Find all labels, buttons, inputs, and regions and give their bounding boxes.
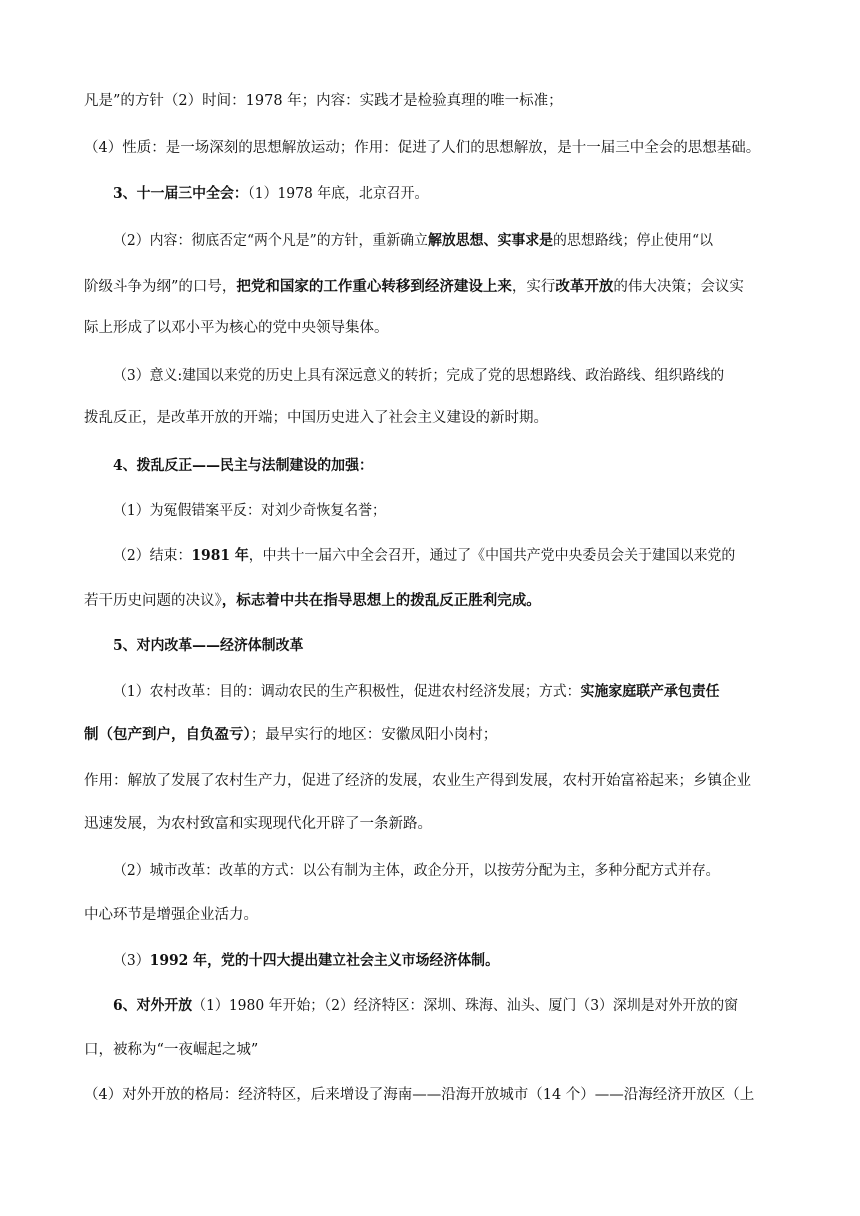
text-line: [113, 546, 784, 566]
text-line: [113, 501, 784, 521]
text-run: （1）1978 年底，北京召开。: [247, 186, 429, 202]
text-run: 阶级斗争为纲”的口号，: [84, 279, 237, 295]
text-run: 作用：解放了发展了农村生产力，促进了经济的发展，农业生产得到发展，农村开始富裕起来；乡镇企业: [84, 773, 751, 789]
text-line: [84, 138, 784, 158]
text-run: （2）内容：彻底否定“两个凡是”的方针，重新确立: [113, 233, 428, 249]
text-run: 拨乱反正，是改革开放的开端；中国历史进入了社会主义建设的新时期。: [84, 410, 548, 426]
text-line: [84, 277, 784, 297]
text-run: （4）对外开放的格局：经济特区，后来增设了海南——沿海开放城市（14 个）——沿海经济开放区（上: [84, 1087, 755, 1103]
bold-text-run: 1992 年，党的十四大提出建立社会主义市场经济体制。: [149, 952, 499, 969]
bold-text-run: 3、十一届三中全会：: [113, 185, 248, 202]
text-line: [113, 951, 784, 971]
bold-text-run: 把党和国家的工作重心转移到经济建设上来: [236, 278, 512, 295]
text-line: [84, 318, 784, 338]
text-run: （4）性质：是一场深刻的思想解放运动；作用：促进了人们的思想解放，是十一届三中全会的思想基础。: [84, 140, 761, 156]
text-run: ；最早实行的地区：安徽凤阳小岗村；: [250, 727, 498, 743]
text-line: [84, 725, 784, 745]
section-heading-6: [113, 996, 784, 1016]
text-run: 凡是”的方针（2）时间：1978 年；内容：实践才是检验真理的唯一标准；: [84, 93, 563, 109]
text-line: [113, 682, 784, 702]
bold-text-run: ，标志着中共在指导思想上的拨乱反正胜利完成。: [221, 592, 541, 609]
text-line: [113, 231, 784, 251]
text-run: （1）为冤假错案平反：对刘少奇恢复名誉；: [113, 503, 386, 519]
bold-text-run: 5、对内改革——经济体制改革: [113, 637, 304, 654]
text-run: 口，被称为“一夜崛起之城”: [84, 1042, 259, 1058]
text-line: [113, 366, 784, 386]
text-run: 中心环节是增强企业活力。: [84, 907, 258, 923]
text-run: 迅速发展，为农村致富和实现现代化开辟了一条新路。: [84, 816, 432, 832]
text-run: ，中共十一届六中全会召开，通过了《中国共产党中央委员会关于建国以来党的: [248, 548, 736, 564]
text-run: ，实行: [511, 279, 556, 295]
bold-text-run: 6、对外开放: [113, 997, 193, 1014]
section-heading-4: [113, 456, 784, 476]
text-run: （2）结束：: [113, 548, 192, 564]
text-run: （1）1980 年开始；（2）经济特区：深圳、珠海、汕头、厦门（3）深圳是对外开放的窗: [192, 998, 739, 1014]
bold-text-run: 实施家庭联产承包责任: [580, 683, 720, 700]
text-run: （3）: [113, 953, 150, 969]
text-run: 若干历史问题的决议》: [84, 593, 222, 609]
bold-text-run: 改革开放: [555, 278, 614, 295]
text-line: [84, 1085, 784, 1105]
section-heading-3: [113, 184, 784, 204]
text-run: （2）城市改革：改革的方式：以公有制为主体，政企分开，以按劳分配为主，多种分配方式并存。: [113, 863, 720, 879]
bold-text-run: 制（包产到户，自负盈亏）: [84, 726, 251, 743]
text-line: [84, 905, 784, 925]
bold-text-run: 1981 年: [191, 547, 249, 564]
text-run: 的伟大决策；会议实: [613, 279, 744, 295]
text-run: （1）农村改革：目的：调动农民的生产积极性，促进农村经济发展；方式：: [113, 684, 581, 700]
text-run: 的思想路线；停止使用“以: [553, 233, 714, 249]
bold-text-run: 4、拨乱反正——民主与法制建设的加强：: [113, 457, 373, 474]
section-heading-5: [113, 636, 784, 656]
bold-text-run: 解放思想、实事求是: [427, 232, 554, 249]
text-run: （3）意义:建国以来党的历史上具有深远意义的转折；完成了党的思想路线、政治路线、组织路线的: [113, 368, 725, 384]
text-line: [113, 861, 784, 881]
text-line: [84, 91, 784, 111]
text-line: [84, 408, 784, 428]
text-line: [84, 771, 784, 791]
text-line: [84, 814, 784, 834]
text-line: [84, 1040, 784, 1060]
text-line: [84, 591, 784, 611]
text-run: 际上形成了以邓小平为核心的党中央领导集体。: [84, 320, 389, 336]
